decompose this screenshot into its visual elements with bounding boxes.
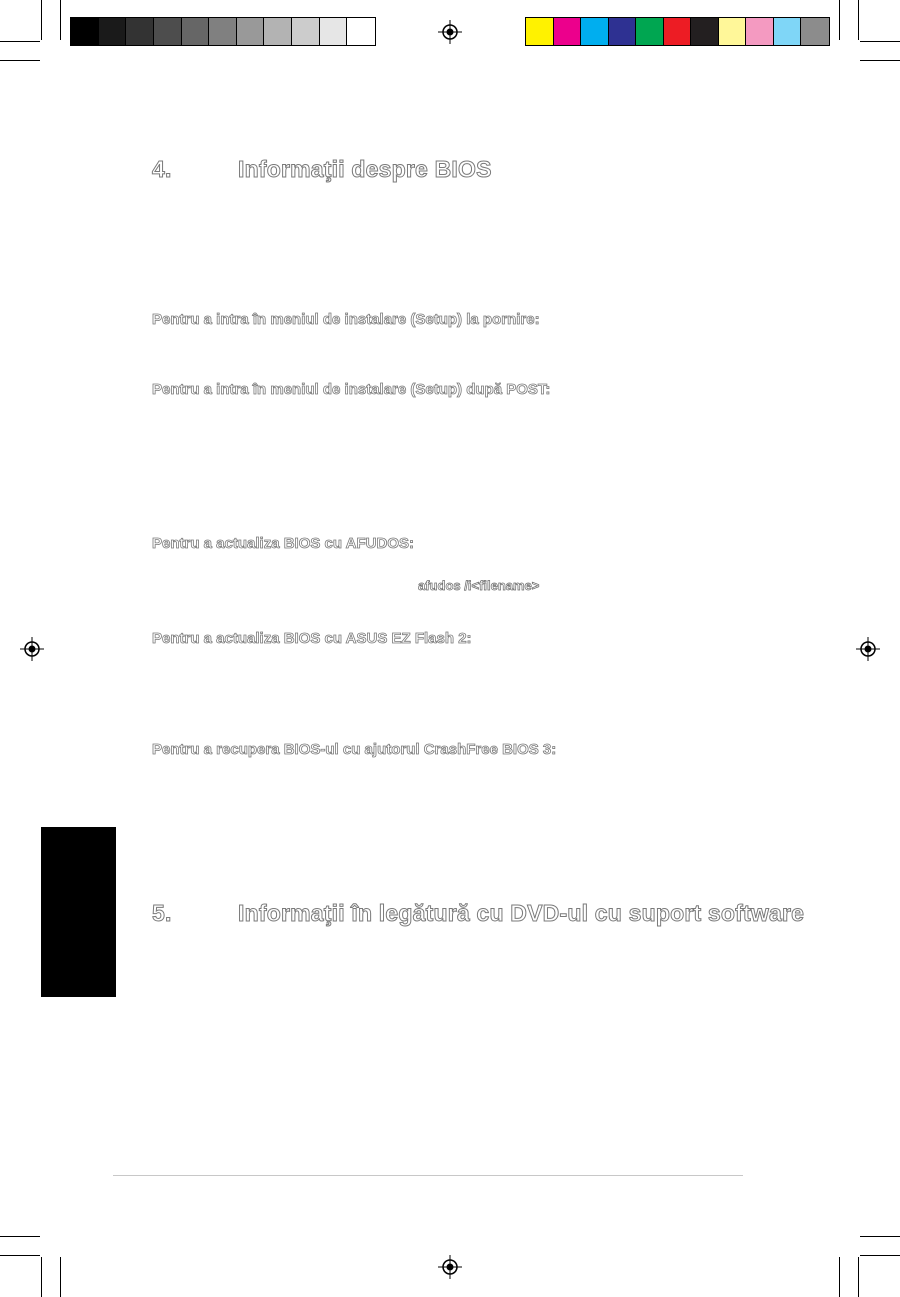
process-color-swatch (746, 18, 774, 45)
grayscale-swatch (264, 18, 292, 45)
registration-mark-top (438, 20, 462, 44)
grayscale-swatch (71, 18, 99, 45)
grayscale-swatch (237, 18, 265, 45)
subheading-afudos: Pentru a actualiza BIOS cu AFUDOS: (152, 535, 414, 552)
process-color-swatch (581, 18, 609, 45)
registration-mark-bottom (438, 1255, 462, 1279)
subheading-setup-after-post: Pentru a intra în meniul de instalare (Setup) după POST: (152, 381, 551, 398)
grayscale-swatch (320, 18, 348, 45)
subheading-crashfree: Pentru a recupera BIOS-ul cu ajutorul CrashFree BIOS 3: (152, 741, 557, 758)
grayscale-swatch (126, 18, 154, 45)
grayscale-swatch (292, 18, 320, 45)
registration-mark-right (856, 637, 880, 661)
afudos-command: afudos /i<filename> (418, 578, 540, 593)
grayscale-swatch (154, 18, 182, 45)
process-color-swatch (691, 18, 719, 45)
section-5-title: Informaţii în legătură cu DVD-ul cu suport software (238, 900, 805, 926)
process-color-swatch (526, 18, 554, 45)
process-color-swatch (774, 18, 802, 45)
subheading-ez-flash: Pentru a actualiza BIOS cu ASUS EZ Flash 2: (152, 630, 472, 647)
grayscale-swatch (209, 18, 237, 45)
grayscale-swatch (347, 18, 375, 45)
grayscale-swatch (182, 18, 210, 45)
process-color-swatch (609, 18, 637, 45)
grayscale-color-bar (70, 17, 376, 46)
process-color-swatch (636, 18, 664, 45)
section-4-number: 4. (152, 156, 172, 182)
process-color-swatch (554, 18, 582, 45)
process-color-swatch (719, 18, 747, 45)
subheading-setup-at-boot: Pentru a intra în meniul de instalare (Setup) la pornire: (152, 311, 540, 328)
section-5-number: 5. (152, 900, 172, 926)
footer-rule (113, 1175, 743, 1176)
process-color-bar (525, 17, 830, 46)
section-4-title: Informaţii despre BIOS (238, 156, 492, 182)
registration-mark-left (20, 637, 44, 661)
language-side-tab (41, 827, 116, 997)
process-color-swatch (664, 18, 692, 45)
grayscale-swatch (99, 18, 127, 45)
process-color-swatch (801, 18, 829, 45)
